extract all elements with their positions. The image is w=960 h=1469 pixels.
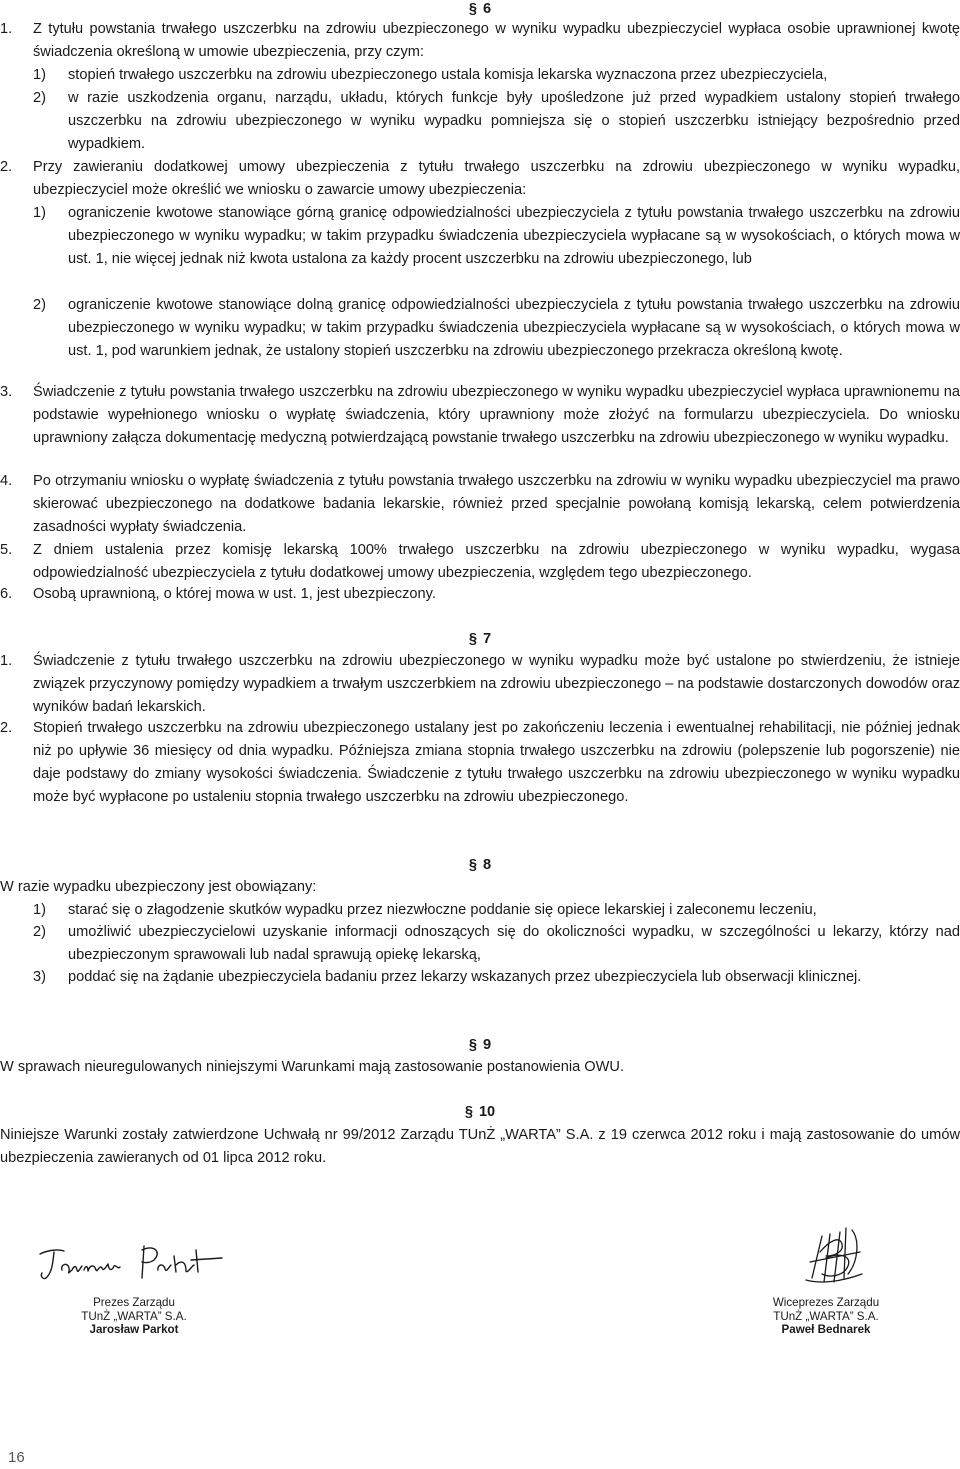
s8-item2: umożliwić ubezpieczycielowi uzyskanie informacji odnoszących się do okoliczności wypadku, w szczególności u lekarzy, którzy nad ubezpieczonym sprawowali lub nadal sprawują opiekę lekarską, [68,924,960,963]
s8-item3: poddać się na żądanie ubezpieczyciela badaniu przez lekarzy wskazanych przez ubezpieczyciela lub obserwacji klinicznej. [68,969,862,985]
s7-p1-number: 1. [0,653,13,669]
right-signatory-role: Wiceprezes Zarządu [772,1296,880,1309]
s8-intro: W razie wypadku ubezpieczony jest obowiązany: [0,879,317,895]
s7-p1: Świadczenie z tytułu trwałego uszczerbku na zdrowiu ubezpieczonego w wyniku wypadku może być ustalone po stwierdzeniu, że istnieje związek przyczynowy pomiędzy wypadkiem a trwałym uszczerbkiem na zdrowiu ubezpieczonego – na podstawie dostarczonych dowodów oraz wyników badań lekarskich. [33,653,960,715]
s6-p4-number: 4. [0,473,13,489]
section-10-heading: § 10 [464,1104,496,1120]
s8-item2-number: 2) [33,924,46,940]
page-number: 16 [8,1449,25,1466]
left-signatory [54,1296,214,1337]
s8-item1: starać się o złagodzenie skutków wypadku przez niezwłoczne poddanie się opiece lekarskiej i zaleconemu leczeniu, [68,902,817,918]
s7-p2: Stopień trwałego uszczerbku na zdrowiu ubezpieczonego ustalany jest po zakończeniu leczenia i ewentualnej rehabilitacji, nie później jednak niż po upływie 36 miesięcy od dnia wypadku. Późniejsza zmiana stopnia trwałego uszczerbku na zdrowiu (polepszenie lub pogorszenie) nie daje podstawy do zmiany wysokości świadczenia. Świadczenie z tytułu trwałego uszczerbku na zdrowiu ubezpieczonego w wyniku wypadku może być wypłacone po ustaleniu stopnia trwałego uszczerbku na zdrowiu ubezpieczonego. [33,720,960,805]
s6-p4: Po otrzymaniu wniosku o wypłatę świadczenia z tytułu powstania trwałego uszczerbku na zdrowiu w wyniku wypadku ubezpieczyciel ma prawo skierować ubezpieczonego na dodatkowe badania lekarskie, również przed specjalnie powołaną komisją lekarską, celem potwierdzenia zasadności wypłaty świadczenia. [33,473,960,535]
left-signature-image [36,1240,226,1288]
s6-p3: Świadczenie z tytułu powstania trwałego uszczerbku na zdrowiu ubezpieczonego w wyniku wypadku ubezpieczyciel wypłaca uprawnionemu na podstawie wypełnionego wniosku o wypłatę świadczenia, który uprawniony może złożyć na formularzu ubezpieczyciela. Do wniosku uprawniony załącza dokumentację medyczną potwierdzającą powstanie trwałego uszczerbku na zdrowiu ubezpieczonego w wyniku wypadku. [33,384,960,446]
section-9-heading: § 9 [468,1037,492,1053]
s6-p1-item2: w razie uszkodzenia organu, narządu, układu, których funkcje były upośledzone już przed wypadkiem ustalony stopień trwałego uszczerbku na zdrowiu ubezpieczonego w wyniku wypadku pomniejsza się o stopień uszczerbku istniejący bezpośrednio przed wypadkiem. [68,90,960,152]
s6-p5-number: 5. [0,542,13,558]
s6-p1-item2-number: 2) [33,90,46,106]
s6-p6: Osobą uprawnioną, o której mowa w ust. 1, jest ubezpieczony. [33,586,436,602]
s6-p6-number: 6. [0,586,13,602]
s6-p1-item1-number: 1) [33,67,46,83]
right-signatory-company: TUnŻ „WARTA” S.A. [773,1309,879,1323]
s6-p1: Z tytułu powstania trwałego uszczerbku na zdrowiu ubezpieczonego w wyniku wypadku ubezpieczyciel wypłaca osobie uprawnionej kwotę świadczenia określoną w umowie ubezpieczenia, przy czym: [33,21,960,60]
s6-p1-number: 1. [0,21,13,37]
s10-text: Niniejsze Warunki zostały zatwierdzone Uchwałą nr 99/2012 Zarządu TUnŻ „WARTA” S.A. z 19 czerwca 2012 roku i mają zastosowanie do umów ubezpieczenia zawieranych od 01 lipca 2012 roku. [0,1127,960,1166]
section-8-heading: § 8 [468,857,492,873]
left-signatory-name: Jarosław Parkot [89,1323,179,1336]
section-6-heading: § 6 [468,1,492,17]
s6-p2-item2: ograniczenie kwotowe stanowiące dolną granicę odpowiedzialności ubezpieczyciela z tytułu powstania trwałego uszczerbku na zdrowiu ubezpieczonego w wyniku wypadku; w takim przypadku świadczenia ubezpieczyciela wypłacane są w wysokościach, o których mowa w ust. 1, pod warunkiem jednak, że ustalony stopień uszczerbku na zdrowiu ubezpieczonego przekracza określoną kwotę. [68,297,960,359]
right-signatory-name: Paweł Bednarek [781,1323,871,1336]
s6-p2-item1-number: 1) [33,205,46,221]
s6-p5: Z dniem ustalenia przez komisję lekarską 100% trwałego uszczerbku na zdrowiu ubezpieczonego w wyniku wypadku, wygasa odpowiedzialność ubezpieczyciela z tytułu dodatkowej umowy ubezpieczenia, względem tego ubezpieczonego. [33,542,960,581]
s6-p1-item1: stopień trwałego uszczerbku na zdrowiu ubezpieczonego ustala komisja lekarska wyznaczona przez ubezpieczyciela, [68,67,828,83]
s9-text: W sprawach nieuregulowanych niniejszymi Warunkami mają zastosowanie postanowienia OWU. [0,1059,625,1075]
section-7-heading: § 7 [468,631,492,647]
right-signatory [746,1296,906,1337]
s6-p3-number: 3. [0,384,13,400]
s8-item3-number: 3) [33,969,46,985]
s6-p2-item2-number: 2) [33,297,46,313]
left-signatory-company: TUnŻ „WARTA” S.A. [81,1309,187,1323]
s6-p2: Przy zawieraniu dodatkowej umowy ubezpieczenia z tytułu trwałego uszczerbku na zdrowiu ubezpieczonego w wyniku wypadku, ubezpieczyciel może określić we wniosku o zawarcie umowy ubezpieczenia: [33,159,960,198]
right-signature-image [800,1222,870,1294]
s6-p2-number: 2. [0,159,13,175]
left-signatory-role: Prezes Zarządu [93,1296,175,1309]
s7-p2-number: 2. [0,720,13,736]
s8-item1-number: 1) [33,902,46,918]
s6-p2-item1: ograniczenie kwotowe stanowiące górną granicę odpowiedzialności ubezpieczyciela z tytułu powstania trwałego uszczerbku na zdrowiu ubezpieczonego w wyniku wypadku; w takim przypadku świadczenia ubezpieczyciela wypłacane są w wysokościach, o których mowa w ust. 1, nie więcej jednak niż kwota ustalona za każdy procent uszczerbku na zdrowiu ubezpieczonego, lub [68,205,960,267]
